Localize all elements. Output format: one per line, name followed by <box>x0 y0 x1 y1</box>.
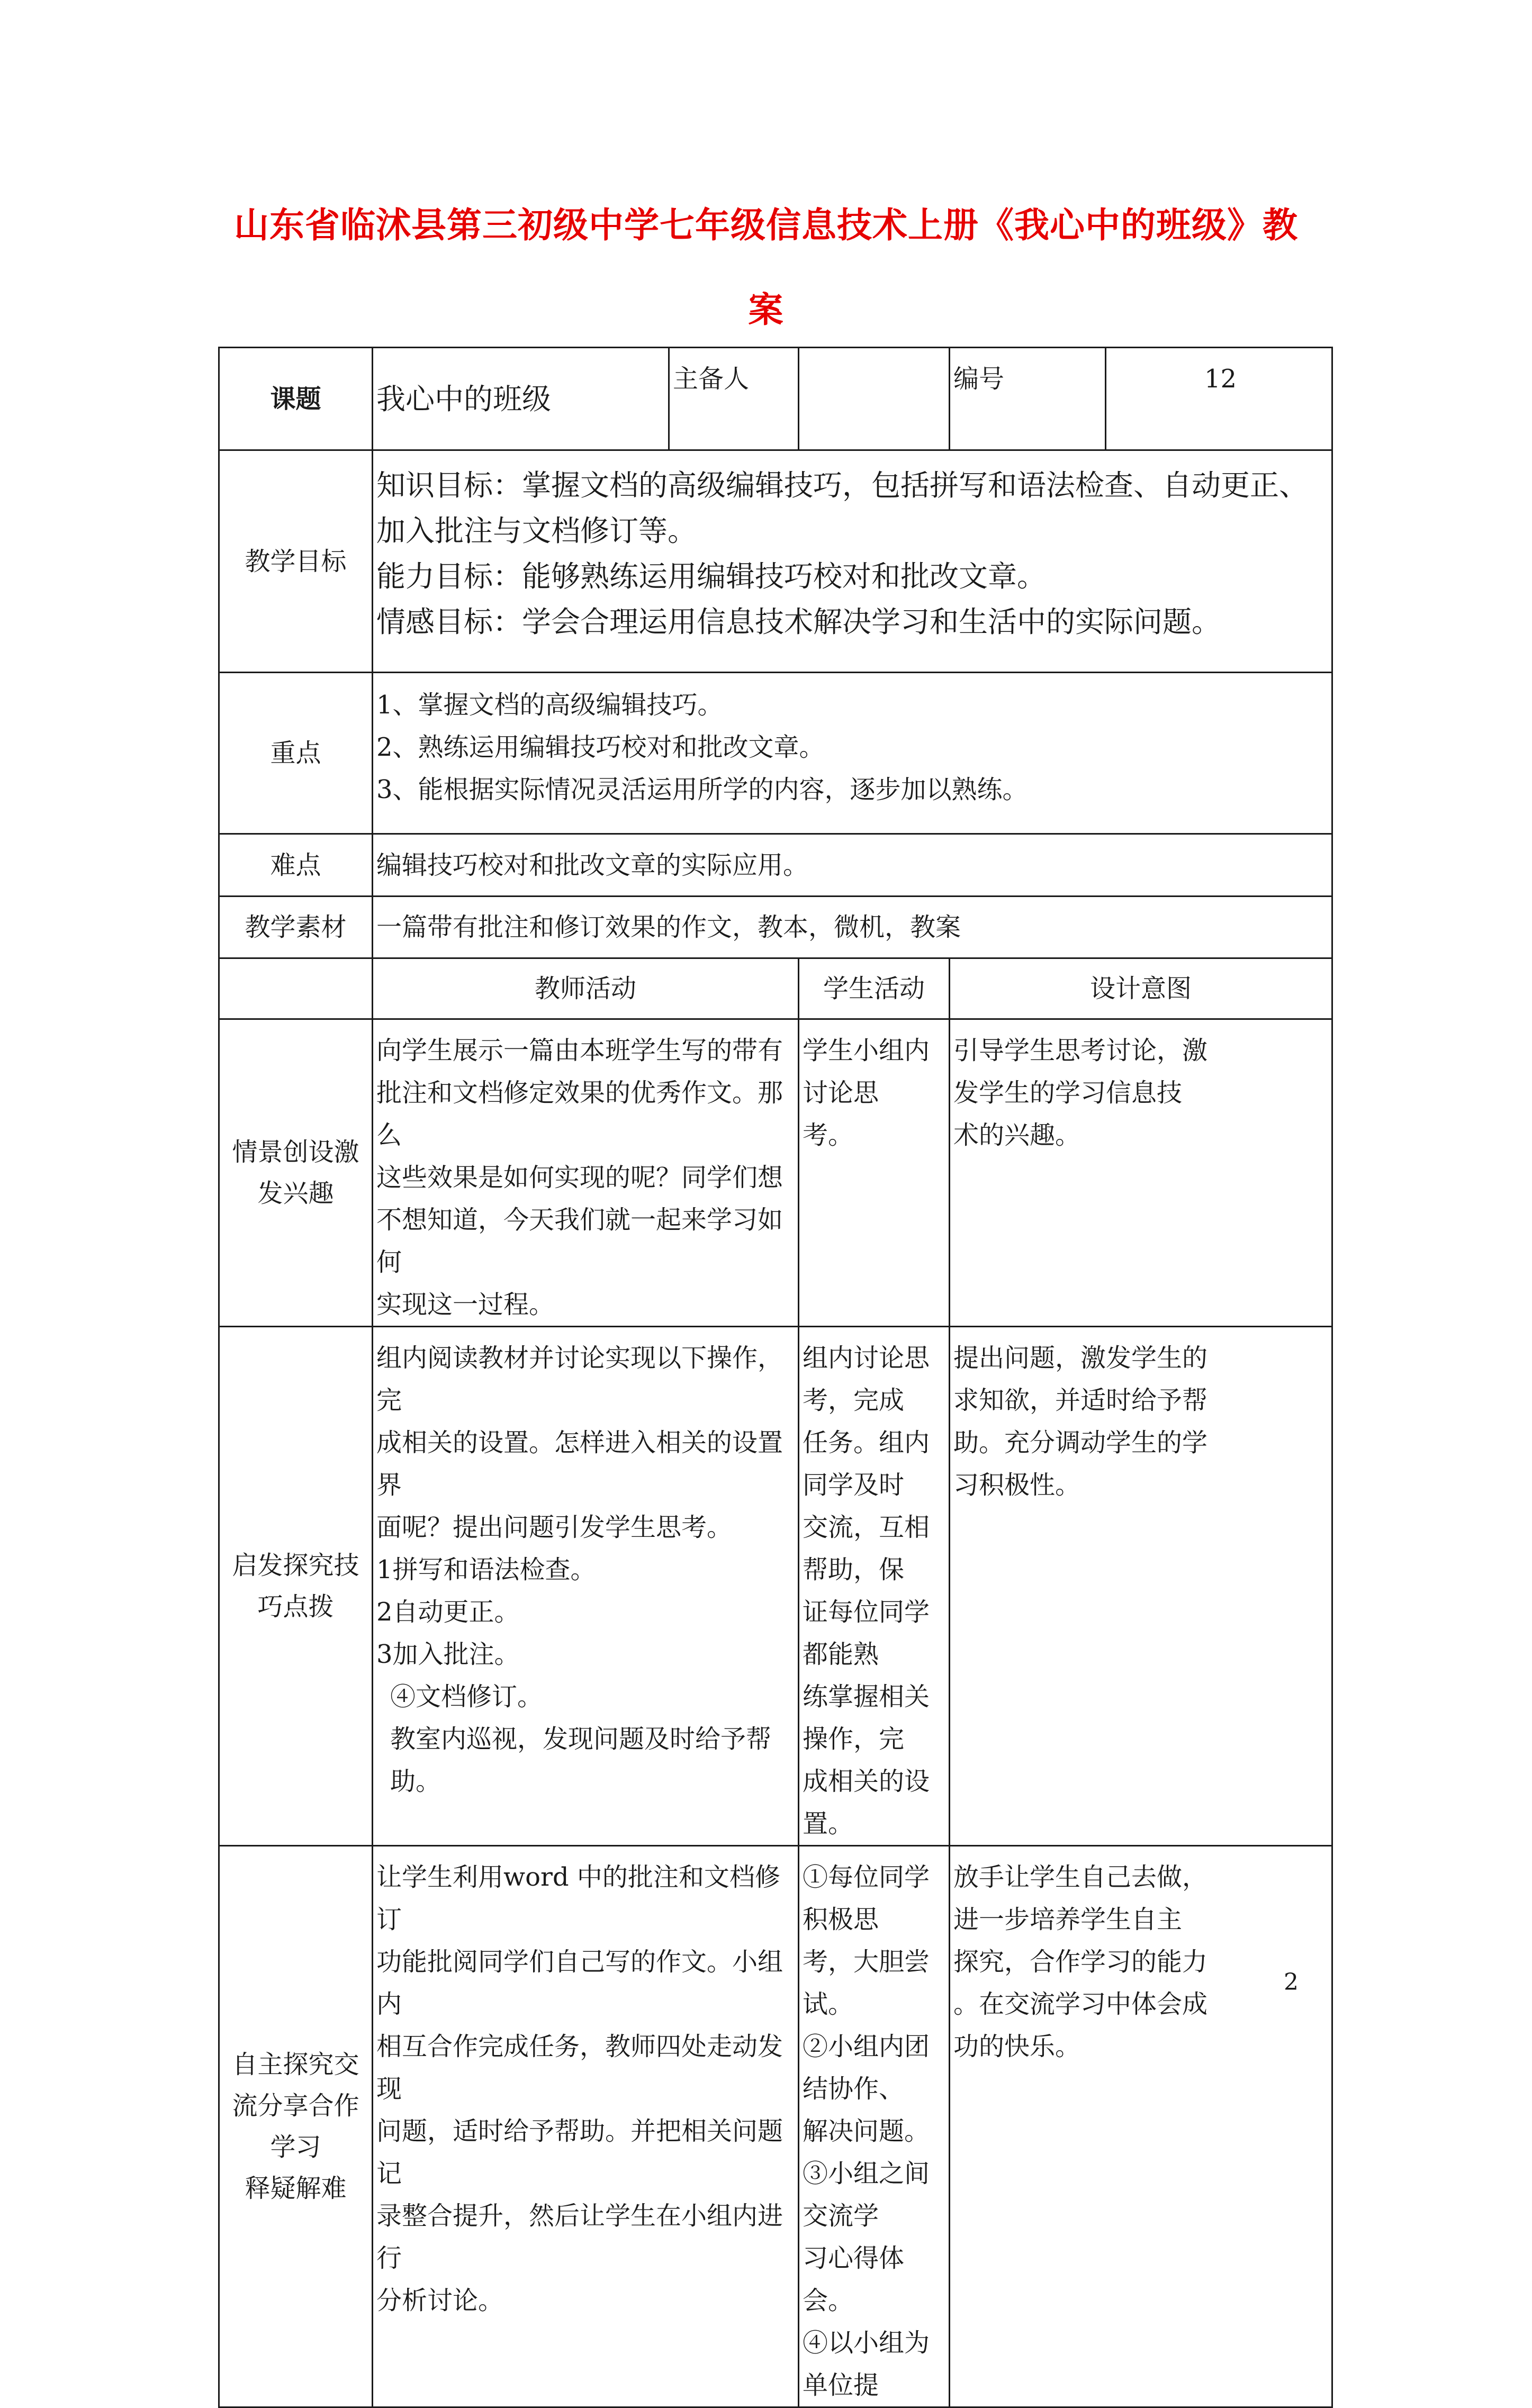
number-value: 12 <box>1106 348 1332 450</box>
key-point-item: 3、能根据实际情况灵活运用所学的内容，逐步加以熟练。 <box>376 775 1028 804</box>
objectives-row <box>219 450 1332 673</box>
key-points-label: 重点 <box>219 673 373 834</box>
page-number: 2 <box>1284 1969 1299 1996</box>
student-activity-header: 学生活动 <box>799 958 950 1019</box>
objective-line: 加入批注与文档修订等。 <box>376 514 697 548</box>
key-points-row <box>219 673 1332 834</box>
design-intent: 放手让学生自己去做， 进一步培养学生自主 探究，合作学习的能力 。在交流学习中体会成 功的快乐。 <box>950 1846 1332 2407</box>
stage-label: 情景创设激 发兴趣 <box>219 1019 373 1327</box>
design-intent-header: 设计意图 <box>950 958 1332 1019</box>
stage-row <box>219 1327 1332 1846</box>
difficulty-row <box>219 834 1332 897</box>
preparer-value <box>799 348 950 450</box>
lesson-plan-table <box>218 347 1333 2408</box>
student-activity: 学生小组内讨论思 考。 <box>799 1019 950 1327</box>
objective-line: 能力目标：能够熟练运用编辑技巧校对和批改文章。 <box>376 559 1047 593</box>
key-points-content <box>373 673 1332 834</box>
materials-value: 一篇带有批注和修订效果的作文，教本，微机，教案 <box>373 897 1332 958</box>
activity-header-empty <box>219 958 373 1019</box>
objectives-content <box>373 450 1332 673</box>
teacher-activity: 向学生展示一篇由本班学生写的带有 批注和文档修定效果的优秀作文。那么 这些效果是如何实现的呢？同学们想 不想知道，今天我们就一起来学习如何 实现这一过程。 <box>373 1019 799 1327</box>
materials-label: 教学素材 <box>219 897 373 958</box>
document-title-line1: 山东省临沭县第三初级中学七年级信息技术上册《我心中的班级》教 <box>234 204 1298 246</box>
objective-line: 情感目标：学会合理运用信息技术解决学习和生活中的实际问题。 <box>376 605 1221 639</box>
teacher-activity-header: 教师活动 <box>373 958 799 1019</box>
teacher-activity: 让学生利用word 中的批注和文档修订 功能批阅同学们自己写的作文。小组内 相互合作完成任务，教师四处走动发现 问题，适时给予帮助。并把相关问题记 录整合提升，然后让学生在小组内进行 分析讨论。 <box>373 1846 799 2407</box>
number-label: 编号 <box>950 348 1106 450</box>
stage-label: 自主探究交 流分享合作 学习 释疑解难 <box>219 1846 373 2407</box>
topic-label: 课题 <box>219 348 373 450</box>
key-point-item: 2、熟练运用编辑技巧校对和批改文章。 <box>376 732 825 762</box>
difficulty-value: 编辑技巧校对和批改文章的实际应用。 <box>373 834 1332 897</box>
key-point-item: 1、掌握文档的高级编辑技巧。 <box>376 690 723 720</box>
objectives-label: 教学目标 <box>219 450 373 673</box>
stage-label: 启发探究技 巧点拨 <box>219 1327 373 1846</box>
stage-row <box>219 1019 1332 1327</box>
design-intent: 提出问题，激发学生的 求知欲，并适时给予帮 助。充分调动学生的学 习积极性。 <box>950 1327 1332 1846</box>
objective-line: 知识目标：掌握文档的高级编辑技巧，包括拼写和语法检查、自动更正、 <box>376 468 1309 502</box>
document-title-line2: 案 <box>748 289 784 330</box>
activity-header-row <box>219 958 1332 1019</box>
student-activity: 组内讨论思考，完成 任务。组内同学及时 交流，互相帮助，保 证每位同学都能熟 练掌握相关操作，完 成相关的设置。 <box>799 1327 950 1846</box>
topic-value: 我心中的班级 <box>373 348 669 450</box>
stage-row <box>219 1846 1332 2407</box>
design-intent: 引导学生思考讨论，激 发学生的学习信息技 术的兴趣。 <box>950 1019 1332 1327</box>
student-activity: ①每位同学积极思 考，大胆尝试。 ②小组内团结协作、 解决问题。 ③小组之间交流学 习心得体会。 ④以小组为单位提 <box>799 1846 950 2407</box>
difficulty-label: 难点 <box>219 834 373 897</box>
preparer-label: 主备人 <box>669 348 799 450</box>
materials-row <box>219 897 1332 958</box>
teacher-activity: 组内阅读教材并讨论实现以下操作，完 成相关的设置。怎样进入相关的设置界 面呢？提出问题引发学生思考。 1拼写和语法检查。 2自动更正。 3加入批注。 ④文档修订。 教室内巡视，发现问题及时给予帮助。 <box>373 1327 799 1846</box>
topic-row <box>219 348 1332 450</box>
